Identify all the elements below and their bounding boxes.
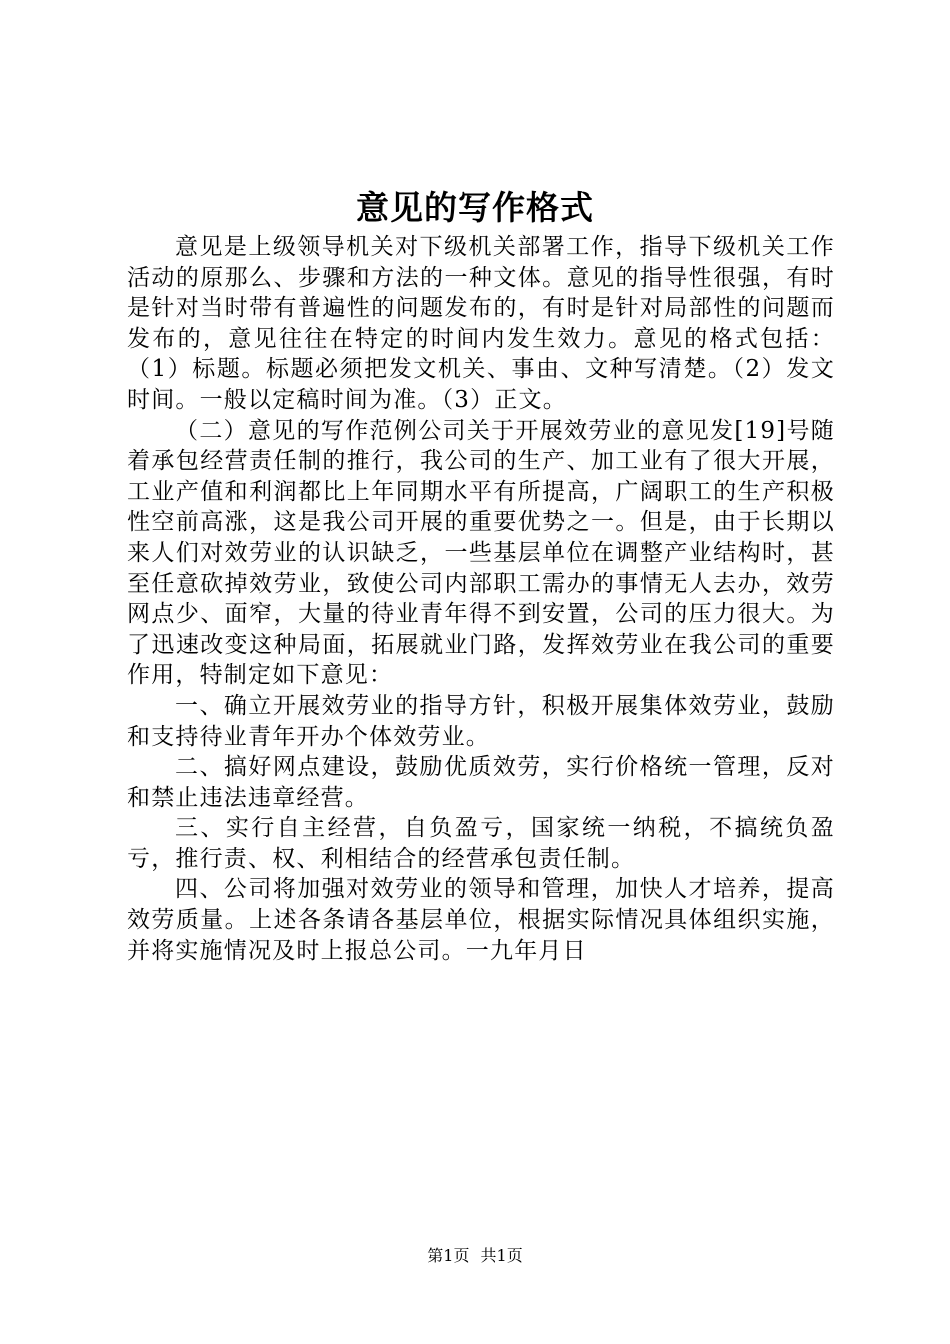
- page-footer: [0, 1245, 950, 1267]
- page-number: 第1页: [427, 1246, 470, 1265]
- paragraph-intro: 意见是上级领导机关对下级机关部署工作，指导下级机关工作活动的原那么、步骤和方法的一种文体。意见的指导性很强，有时是针对当时带有普遍性的问题发布的，有时是针对局部性的问题而发布的，意见往往在特定的时间内发生效力。意见的格式包括：（1）标题。标题必须把发文机关、事由、文种写清楚。（2）发文时间。一般以定稿时间为准。（3）正文。: [127, 234, 835, 413]
- paragraph-item-4: 四、公司将加强对效劳业的领导和管理，加快人才培养，提高效劳质量。上述各条请各基层单位，根据实际情况具体组织实施，并将实施情况及时上报总公司。一九年月日: [127, 876, 835, 964]
- page-total: 共1页: [480, 1246, 523, 1265]
- paragraph-item-2: 二、搞好网点建设，鼓励优质效劳，实行价格统一管理，反对和禁止违法违章经营。: [127, 754, 835, 811]
- paragraph-example: （二）意见的写作范例公司关于开展效劳业的意见发[19]号随着承包经营责任制的推行，我公司的生产、加工业有了很大开展，工业产值和利润都比上年同期水平有所提高，广阔职工的生产积极性空前高涨，这是我公司开展的重要优势之一。但是，由于长期以来人们对效劳业的认识缺乏，一些基层单位在调整产业结构时，甚至任意砍掉效劳业，致使公司内部职工需办的事情无人去办，效劳网点少、面窄，大量的待业青年得不到安置，公司的压力很大。为了迅速改变这种局面，拓展就业门路，发挥效劳业在我公司的重要作用，特制定如下意见：: [127, 417, 835, 689]
- paragraph-item-3: 三、实行自主经营，自负盈亏，国家统一纳税，不搞统负盈亏，推行责、权、利相结合的经营承包责任制。: [127, 815, 835, 872]
- document-body: [127, 232, 835, 966]
- document-title: 意见的写作格式: [356, 188, 594, 227]
- paragraph-item-1: 一、确立开展效劳业的指导方针，积极开展集体效劳业，鼓励和支持待业青年开办个体效劳业。: [127, 692, 835, 750]
